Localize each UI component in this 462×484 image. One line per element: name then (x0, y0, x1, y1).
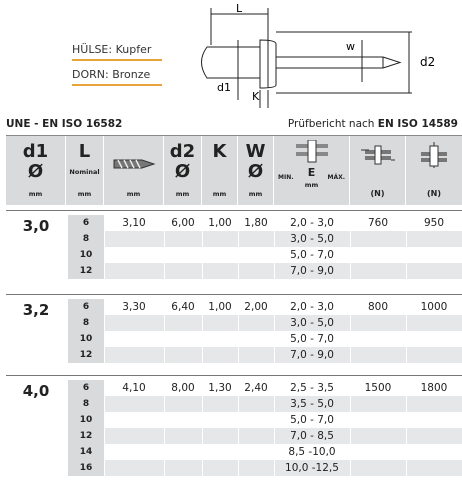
group-d1: 3,0 (22, 217, 50, 235)
header-w-label: W (245, 141, 266, 162)
cell-shear: 1500 (364, 382, 392, 394)
cell-d2 (164, 428, 202, 444)
standard-right (288, 118, 458, 130)
cell-w (238, 347, 274, 363)
standard-right-prefix: Prüfbericht nach (287, 118, 378, 130)
cell-shear (350, 315, 406, 331)
cell-e: 2,5 - 3,5 (290, 382, 334, 394)
cell-tensile (406, 331, 462, 347)
header-shear (350, 136, 406, 206)
header-e-unit: mm (304, 181, 319, 189)
rivet-group (6, 294, 462, 364)
legend-sleeve-line (72, 59, 162, 61)
cell-tensile (406, 412, 462, 428)
cell-e: 8,5 -10,0 (288, 446, 336, 458)
standard-right-bold: EN ISO 14589 (377, 118, 458, 130)
standard-left: UNE - EN ISO 16582 (6, 118, 123, 130)
cell-d2 (164, 331, 202, 347)
cell-drill (104, 412, 164, 428)
table-row (68, 347, 462, 363)
cell-shear (350, 263, 406, 279)
header-e-label: E (307, 166, 316, 179)
cell-drill (104, 231, 164, 247)
cell-k (202, 331, 238, 347)
cell-w (238, 444, 274, 460)
rivet-group (6, 375, 462, 477)
cell-e: 3,0 - 5,0 (290, 233, 334, 245)
cell-e: 7,0 - 9,0 (290, 265, 334, 277)
header-e (274, 136, 350, 206)
label-w: w (346, 40, 355, 53)
cell-l: 8 (82, 234, 90, 244)
header-l-nominal: Nominal (69, 168, 100, 176)
group-d1: 3,2 (22, 301, 50, 319)
header-tensile (406, 136, 462, 206)
cell-l: 12 (79, 266, 93, 276)
cell-d2: 8,00 (171, 382, 195, 394)
header-k (202, 136, 238, 206)
cell-shear (350, 247, 406, 263)
header-k-unit: mm (212, 190, 227, 198)
header-drill (104, 136, 164, 206)
header-d1 (6, 136, 66, 206)
header-k-label: K (212, 141, 227, 162)
cell-drill (104, 315, 164, 331)
legend-sleeve: HÜLSE: Kupfer (72, 43, 152, 56)
cell-l: 8 (82, 399, 90, 409)
cell-k (202, 460, 238, 476)
cell-d2 (164, 263, 202, 279)
rivet-group (6, 210, 462, 280)
cell-drill (104, 428, 164, 444)
cell-w: 2,40 (244, 382, 268, 394)
cell-l: 10 (79, 334, 93, 344)
rivet-diagram (0, 0, 462, 115)
cell-tensile (406, 247, 462, 263)
header-e-min: MIN. (278, 174, 294, 181)
cell-d2 (164, 460, 202, 476)
cell-k (202, 396, 238, 412)
table-row (68, 444, 462, 460)
table-row (68, 299, 462, 315)
cell-e: 7,0 - 9,0 (290, 349, 334, 361)
header-l-label: L (78, 141, 91, 162)
table-row (68, 428, 462, 444)
table-row (68, 460, 462, 476)
rivet-drawing (0, 0, 462, 115)
table-row (68, 231, 462, 247)
grip-range-icon (292, 140, 332, 164)
cell-d2: 6,40 (171, 301, 195, 313)
cell-shear (350, 460, 406, 476)
cell-shear (350, 331, 406, 347)
cell-d2: 6,00 (171, 217, 195, 229)
cell-k: 1,00 (208, 301, 232, 313)
cell-shear (350, 444, 406, 460)
label-d2: d2 (420, 55, 436, 69)
cell-k (202, 347, 238, 363)
header-shear-unit: (N) (370, 189, 385, 198)
cell-k (202, 412, 238, 428)
cell-w (238, 263, 274, 279)
cell-drill (104, 460, 164, 476)
cell-tensile (406, 460, 462, 476)
cell-d2 (164, 231, 202, 247)
cell-e: 5,0 - 7,0 (290, 249, 334, 261)
table-row (68, 331, 462, 347)
cell-drill (104, 263, 164, 279)
cell-l: 8 (82, 318, 90, 328)
header-d2-label: d2 (169, 141, 196, 162)
table-row (68, 396, 462, 412)
cell-drill (104, 396, 164, 412)
legend-mandrel-line (72, 84, 162, 86)
cell-l: 6 (82, 218, 90, 228)
table-row (68, 263, 462, 279)
cell-e: 10,0 -12,5 (285, 462, 339, 474)
cell-tensile: 1000 (420, 301, 448, 313)
cell-d2 (164, 444, 202, 460)
cell-e: 3,5 - 5,0 (290, 398, 334, 410)
table-header (6, 135, 462, 205)
label-d1: d1 (217, 81, 231, 94)
table-row (68, 380, 462, 396)
tensile-force-icon (417, 142, 451, 168)
header-tensile-unit: (N) (426, 189, 441, 198)
cell-k: 1,00 (208, 217, 232, 229)
header-d1-unit: mm (28, 190, 43, 198)
cell-d2 (164, 396, 202, 412)
cell-w (238, 231, 274, 247)
cell-drill: 3,30 (122, 301, 146, 313)
cell-tensile (406, 396, 462, 412)
cell-e: 2,0 - 3,0 (290, 301, 334, 313)
cell-w (238, 247, 274, 263)
cell-d2 (164, 347, 202, 363)
cell-k (202, 231, 238, 247)
cell-shear (350, 231, 406, 247)
cell-l: 16 (79, 463, 93, 473)
cell-w: 1,80 (244, 217, 268, 229)
cell-tensile (406, 444, 462, 460)
header-w (238, 136, 274, 206)
table-row (68, 412, 462, 428)
cell-shear (350, 412, 406, 428)
shear-force-icon (361, 142, 395, 168)
header-l-unit: mm (77, 190, 92, 198)
cell-drill (104, 331, 164, 347)
label-k: K (252, 90, 260, 103)
cell-k (202, 315, 238, 331)
table-row (68, 247, 462, 263)
cell-tensile: 950 (423, 217, 445, 229)
header-w-symbol: Ø (247, 161, 264, 182)
cell-tensile (406, 347, 462, 363)
header-d1-label: d1 (22, 141, 49, 162)
cell-k (202, 247, 238, 263)
header-l (66, 136, 104, 206)
header-d2-symbol: Ø (174, 161, 191, 182)
cell-k (202, 428, 238, 444)
cell-shear: 800 (367, 301, 389, 313)
header-d2-unit: mm (175, 190, 190, 198)
cell-k: 1,30 (208, 382, 232, 394)
header-e-max: MÁX. (327, 174, 345, 181)
header-w-unit: mm (248, 190, 263, 198)
cell-k (202, 263, 238, 279)
header-drill-unit: mm (126, 190, 141, 198)
drill-icon (112, 154, 156, 174)
cell-drill (104, 247, 164, 263)
cell-l: 12 (79, 431, 93, 441)
cell-drill (104, 347, 164, 363)
cell-l: 10 (79, 415, 93, 425)
cell-e: 7,0 - 8,5 (290, 430, 334, 442)
cell-l: 10 (79, 250, 93, 260)
cell-w (238, 315, 274, 331)
cell-w (238, 460, 274, 476)
standard-row (6, 118, 458, 132)
cell-w (238, 428, 274, 444)
cell-w (238, 331, 274, 347)
cell-l: 14 (79, 447, 93, 457)
cell-tensile (406, 428, 462, 444)
cell-shear (350, 428, 406, 444)
legend-mandrel: DORN: Bronze (72, 68, 151, 81)
cell-w: 2,00 (244, 301, 268, 313)
table-row (68, 215, 462, 231)
cell-w (238, 412, 274, 428)
cell-drill: 3,10 (122, 217, 146, 229)
cell-drill: 4,10 (122, 382, 146, 394)
cell-d2 (164, 412, 202, 428)
cell-d2 (164, 247, 202, 263)
cell-e: 5,0 - 7,0 (290, 333, 334, 345)
cell-e: 3,0 - 5,0 (290, 317, 334, 329)
cell-shear (350, 347, 406, 363)
cell-e: 5,0 - 7,0 (290, 414, 334, 426)
cell-k (202, 444, 238, 460)
cell-d2 (164, 315, 202, 331)
cell-drill (104, 444, 164, 460)
cell-e: 2,0 - 3,0 (290, 217, 334, 229)
cell-w (238, 396, 274, 412)
cell-l: 12 (79, 350, 93, 360)
cell-l: 6 (82, 302, 90, 312)
label-l: L (236, 2, 243, 15)
table-row (68, 315, 462, 331)
cell-l: 6 (82, 383, 90, 393)
group-d1: 4,0 (22, 382, 50, 400)
cell-tensile (406, 315, 462, 331)
cell-tensile (406, 263, 462, 279)
header-d1-symbol: Ø (27, 161, 44, 182)
header-d2 (164, 136, 202, 206)
cell-tensile (406, 231, 462, 247)
cell-tensile: 1800 (420, 382, 448, 394)
cell-shear (350, 396, 406, 412)
cell-shear: 760 (367, 217, 389, 229)
